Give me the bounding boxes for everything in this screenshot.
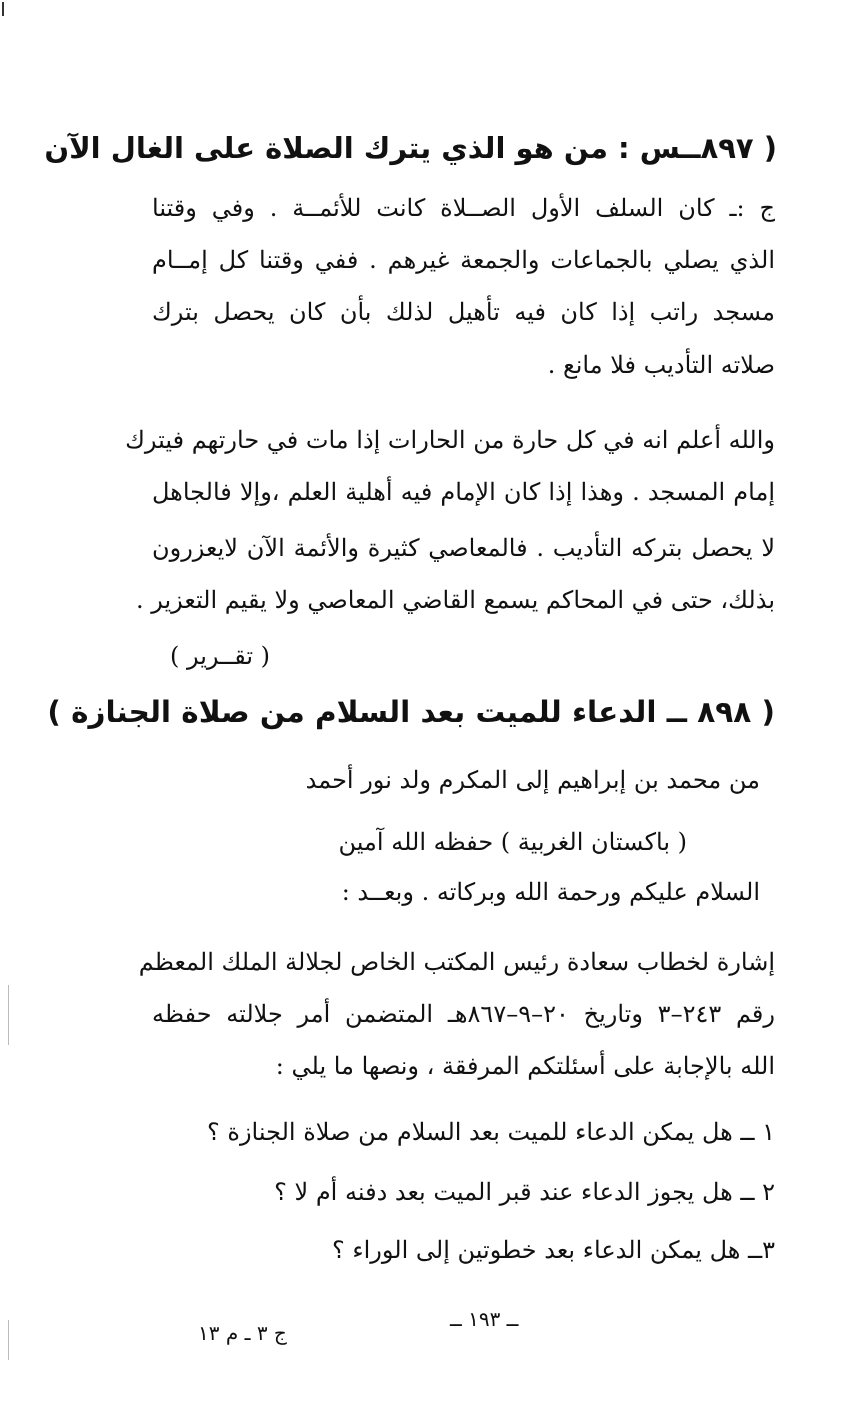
- question-item-1: ١ ــ هل يمكن الدعاء للميت بعد السلام من صلاة الجنازة ؟: [207, 1118, 775, 1146]
- answer-897-para2-line-4: بذلك، حتى في المحاكم يسمع القاضي المعاصي ولا يقيم التعزير .: [135, 586, 775, 614]
- volume-reference: ج ٣ ـ م ١٣: [198, 1321, 287, 1345]
- scan-corner-mark: [2, 2, 4, 16]
- page-number: ــ ١٩٣ ــ: [450, 1307, 519, 1331]
- question-897-heading: ( ٨٩٧ــس : من هو الذي يترك الصلاة على الغال الآن: [44, 131, 777, 165]
- answer-897-line-3: مسجد راتب إذا كان فيه تأهيل لذلك بأن كان يحصل بترك: [152, 298, 775, 326]
- letter-body-line-1: إشارة لخطاب سعادة رئيس المكتب الخاص لجلالة الملك المعظم: [138, 948, 775, 976]
- letter-body-line-2: رقم ٢٤٣–٣ وتاريخ ٢٠–٩–٨٦٧هـ المتضمن أمر جلالته حفظه: [152, 1000, 775, 1028]
- answer-897-para2-line-2: إمام المسجد . وهذا إذا كان الإمام فيه أهلية العلم ،وإلا فالجاهل: [152, 478, 775, 506]
- letter-addressee-line: ( باكستان الغربية ) حفظه الله آمين: [338, 828, 687, 856]
- answer-897-line-4: صلاته التأديب فلا مانع .: [547, 351, 775, 379]
- answer-897-line-1: ج :ـ كان السلف الأول الصــلاة كانت للأئمــة . وفي وقتنا: [152, 194, 775, 222]
- question-item-2: ٢ ــ هل يجوز الدعاء عند قبر الميت بعد دفنه أم لا ؟: [274, 1178, 775, 1206]
- answer-897-para2-line-3: لا يحصل بتركه التأديب . فالمعاصي كثيرة والأئمة الآن لايعزرون: [152, 534, 775, 562]
- question-item-3: ٣ــ هل يمكن الدعاء بعد خطوتين إلى الوراء ؟: [331, 1236, 775, 1264]
- letter-greeting: السلام عليكم ورحمة الله وبركاته . وبعــد :: [341, 878, 760, 906]
- answer-897-line-2: الذي يصلي بالجماعات والجمعة غيرهم . ففي وقتنا كل إمــام: [152, 246, 775, 274]
- scan-artifact: [8, 1320, 9, 1360]
- source-label: ( تقــرير ): [169, 642, 270, 670]
- scan-artifact: [8, 985, 9, 1045]
- question-898-heading: ( ٨٩٨ ــ الدعاء للميت بعد السلام من صلاة الجنازة ): [47, 695, 775, 729]
- letter-from-line: من محمد بن إبراهيم إلى المكرم ولد نور أحمد: [305, 766, 760, 794]
- answer-897-para2-line-1: والله أعلم انه في كل حارة من الحارات إذا مات في حارتهم فيترك: [125, 426, 775, 454]
- letter-body-line-3: الله بالإجابة على أسئلتكم المرفقة ، ونصها ما يلي :: [275, 1052, 775, 1080]
